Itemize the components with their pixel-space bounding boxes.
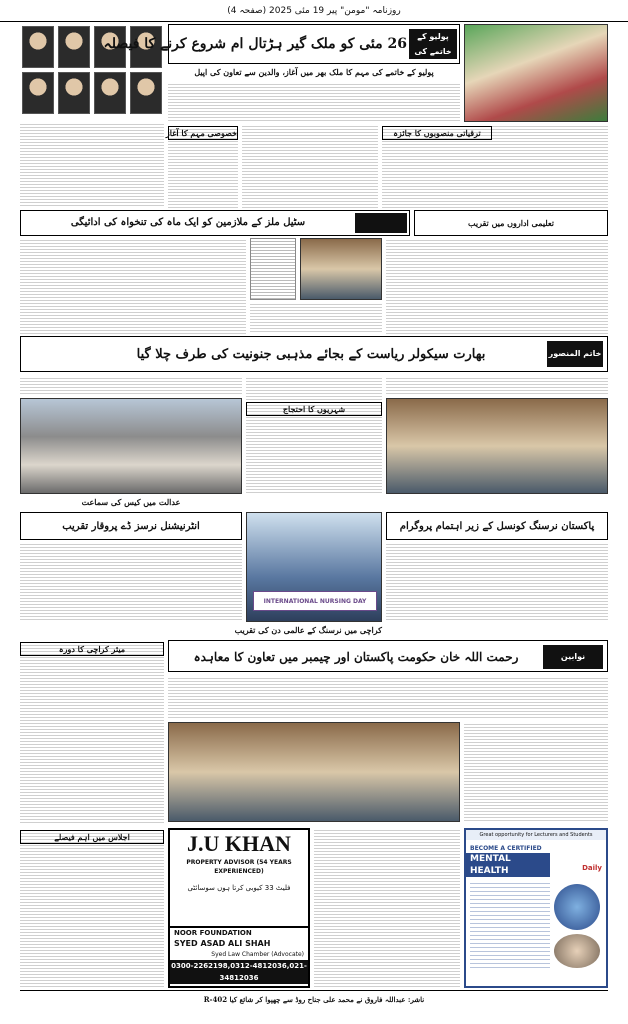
text-column: [386, 542, 608, 622]
mental-become: BECOME A CERTIFIED: [470, 845, 542, 852]
mental-top-line: Great opportunity for Lecturers and Students: [466, 830, 606, 840]
doctor-photo: [554, 934, 600, 968]
official-portrait: [300, 238, 382, 300]
small-headline: میئر کراچی کا دورہ: [20, 642, 164, 656]
mid-center-headline: بھارت سیکولر ریاست کے بجائے مذہبی جنونیت کی طرف چلا گیا: [136, 347, 486, 362]
mid-left-headline: سٹیل ملز کے ملازمین کو ایک ماہ کی تنخواہ کی ادائیگی: [70, 217, 306, 228]
text-column: [20, 122, 164, 208]
jukhan-sub: PROPERTY ADVISOR (54 YEARS EXPERIENCED): [186, 859, 292, 875]
text-column: [20, 640, 164, 824]
jukhan-urdu: فلیٹ 33 کیوبی کرتا ہوں سوسائٹی: [187, 884, 291, 892]
text-column: [20, 376, 242, 396]
brain-graphic: [554, 884, 600, 930]
text-column: [246, 376, 382, 494]
bottom-headline: رحمت اللہ خان حکومت پاکستان اور چیمبر میں تعاون کا معاہدہ: [193, 650, 519, 664]
syed-name: SYED ASAD ALI SHAH: [174, 939, 271, 948]
text-column: [20, 542, 242, 622]
rally-photo: [464, 24, 608, 122]
mid-right-headline-box: [414, 210, 608, 236]
mugshot: [58, 72, 90, 114]
mugshot: [94, 72, 126, 114]
law-chamber: Syed Law Chamber (Advocate): [211, 951, 304, 958]
mid-right-headline: تعلیمی اداروں میں تقریب: [468, 218, 554, 228]
text-column: [20, 828, 164, 988]
lower-left-headline-box: [20, 512, 242, 540]
text-column: [242, 124, 378, 208]
meeting-photo: [386, 398, 608, 494]
noor-foundation: NOOR FOUNDATION: [174, 929, 252, 937]
text-column: [386, 238, 608, 334]
small-headline: خصوصی مہم کا آغاز: [165, 128, 237, 138]
lower-left-headline: انٹرنیشنل نرسز ڈے پروقار تقریب: [62, 521, 200, 532]
page-header: روزنامہ "مومن" پیر 19 مئی 2025 (صفحہ 4): [0, 0, 628, 22]
bottom-headline-box: [168, 640, 608, 672]
mental-title: MENTAL HEALTH: [466, 853, 550, 877]
text-column: [314, 828, 460, 988]
text-column: [168, 676, 608, 720]
kicker-badge: [355, 213, 407, 233]
bottom-kicker: نوابین: [543, 645, 603, 669]
footer-rule: [20, 990, 608, 991]
mid-kicker: خاتم المنصور: [547, 341, 603, 367]
nursing-day-photo: [246, 512, 382, 622]
nursing-day-banner: INTERNATIONAL NURSING DAY: [253, 591, 377, 611]
jukhan-name: J.U KHAN: [187, 831, 291, 856]
phone-numbers: 0300-2262198,0312-4812036,021-34812036: [171, 962, 307, 982]
mugshot: [58, 26, 90, 68]
lead-line: پولیو کے خاتمے کی مہم کا ملک بھر میں آغاز، والدین سے تعاون کی اپیل: [194, 67, 434, 77]
top-kicker: پولیو کے خاتمے کی مہم: [409, 29, 457, 59]
small-headline: اجلاس میں اہم فیصلے: [20, 830, 164, 844]
text-column: [386, 376, 608, 396]
protest-photo: [20, 398, 242, 494]
small-headline: ترقیاتی منصوبوں کا جائزہ: [382, 126, 492, 140]
text-column: [20, 238, 246, 334]
lower-center-caption: کراچی میں نرسنگ کے عالمی دن کی تقریب: [234, 625, 382, 635]
mid-left-headline-box: [20, 210, 410, 236]
mugshot: [22, 72, 54, 114]
mugshot: [130, 72, 162, 114]
group-photo: [168, 722, 460, 822]
mental-health-ad: [464, 828, 608, 988]
small-headline: شہریوں کا احتجاج: [246, 402, 382, 416]
ad-details: [470, 880, 550, 970]
mid-center-headline-box: [20, 336, 608, 372]
document-scan: [250, 238, 296, 300]
top-headline: 26 مئی کو ملک گیر ہڑتال ام شروع کرنے کا فیصلہ: [103, 36, 407, 52]
mental-daily: Daily: [582, 864, 602, 872]
text-column: [168, 82, 460, 122]
mugshot: [22, 26, 54, 68]
top-headline-box: [103, 24, 460, 71]
photo-caption: عدالت میں کیس کی سماعت: [81, 497, 181, 507]
text-column: [250, 302, 382, 334]
lower-right-headline-box: [386, 512, 608, 540]
text-column: [464, 722, 608, 822]
lower-right-headline: پاکستان نرسنگ کونسل کے زیر اہتمام پروگرام: [399, 521, 595, 532]
jukhan-ad: [168, 828, 310, 988]
footer-imprint: ناشر: عبداللہ فاروق نے محمد علی جناح روڈ سے چھپوا کر شائع کیا R-402: [203, 995, 425, 1004]
